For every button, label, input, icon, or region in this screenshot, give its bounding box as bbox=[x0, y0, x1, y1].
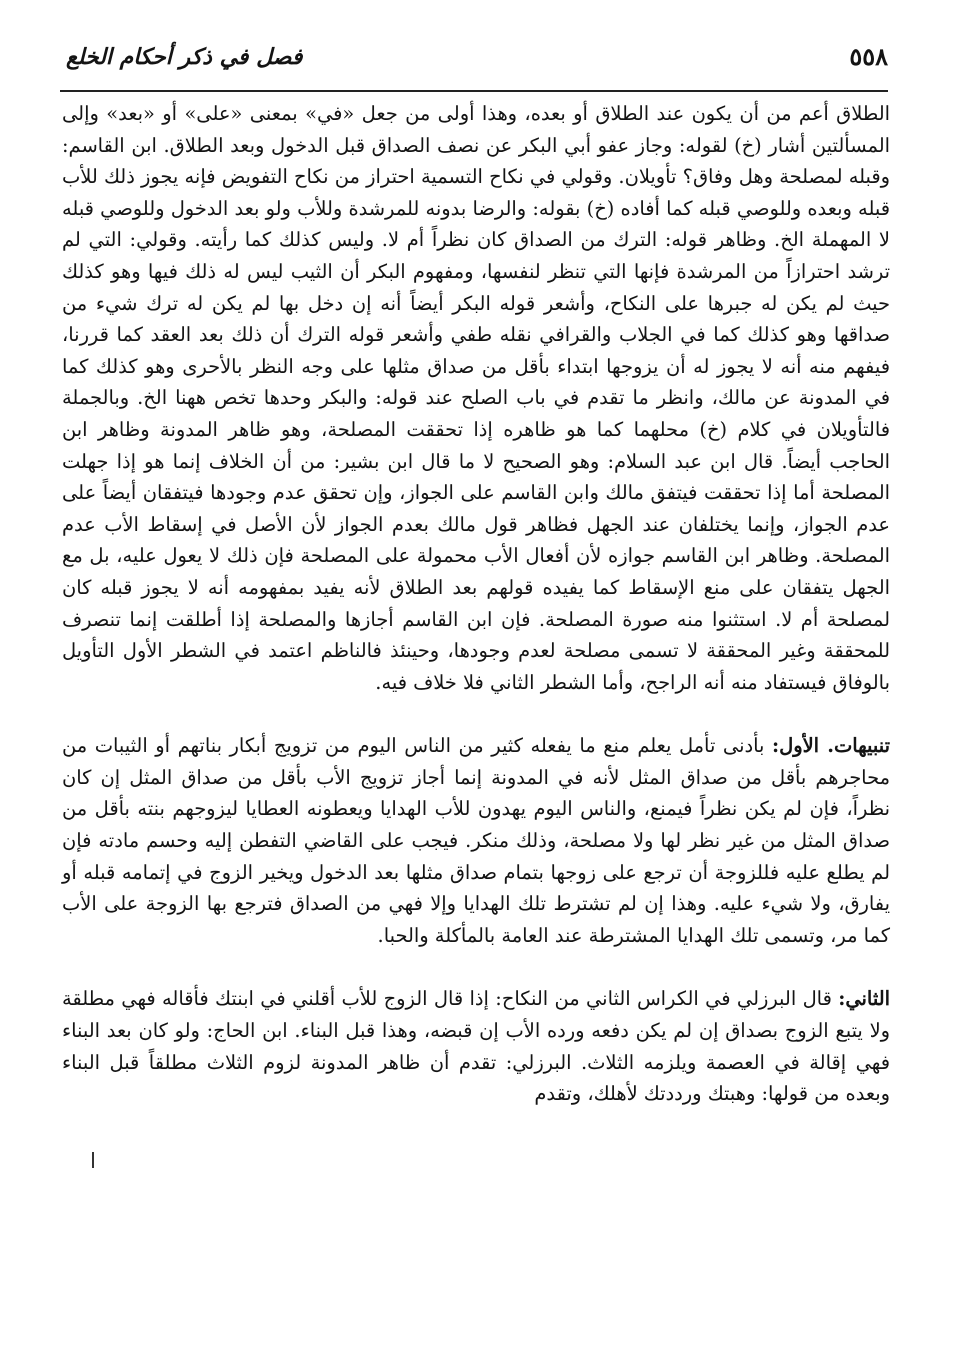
paragraph-notes-first bbox=[62, 730, 890, 951]
paragraph-main bbox=[62, 98, 890, 698]
paragraph-text: بأدنى تأمل يعلم منع ما يفعله كثير من الناس اليوم من تزويج أبكار بناتهم أو الثيبات من محاجرهم بأقل من صداق المثل لأنه في المدونة إنما أجاز تزويج الأب بأقل من صداق المثل إن كان نظراً، فإن لم يكن نظراً فيمنع، والناس اليوم يهدون للأب الهدايا ويعطونه العطايا ليزوجهم بنته بأقل من صداق المثل من غير نظر لها ولا مصلحة، وذلك منكر. فيجب على القاضي التفطن إليه وحسم مادته فإن لم يطلع عليه فللزوجة أن ترجع على زوجها بتمام صداق مثلها بعد الدخول ويخير الزوج في إتمامه قبله أو يفارق، ولا شيء عليه. وهذا إن لم تشترط تلك الهدايا وإلا فهي من الصداق فترجع بها الزوجة على الأب كما مر، وتسمى تلك الهدايا المشترطة عند العامة بالمأكلة والحبا. bbox=[62, 734, 890, 947]
paragraph-text: قال البرزلي في الكراس الثاني من النكاح: إذا قال الزوج للأب أقلني في ابنتك فأقاله فهي مطلقة ولا يتبع الزوج بصداق إن لم يكن دفعه ورده الأب إن قبضه، وهذا قبل البناء. ابن الحاج: ولو كان بعد البناء فهي إقالة في العصمة ويلزمه الثلاث. البرزلي: تقدم أن ظاهر المدونة لزوم الثلاث مطلقاً قبل البناء وبعده من قولها: وهبتك ورددتك لأهلك، وتقدم bbox=[62, 987, 890, 1106]
page-number: ٥٥٨ bbox=[849, 42, 888, 71]
body-text bbox=[62, 98, 890, 1110]
section-heading: الثاني: bbox=[838, 987, 890, 1011]
margin-mark bbox=[92, 1152, 94, 1168]
page-header bbox=[60, 38, 888, 92]
section-heading: تنبيهات. الأول: bbox=[772, 734, 891, 758]
running-title: فصل في ذكر أحكام الخلع bbox=[66, 44, 303, 70]
paragraph-text: الطلاق أعم من أن يكون عند الطلاق أو بعده، وهذا أولى من جعل «في» بمعنى «على» أو «بعد» وإلى المسألتين أشار (خ) لقوله: وجاز عفو أبي البكر عن نصف الصداق قبل الدخول وبعد الطلاق. ابن القاسم: وقبله لمصلحة وهل وفاق؟ تأويلان. وقولي في نكاح التسمية احتراز من نكاح التفويض فإنه يجوز ذلك للأب قبله وبعده وللوصي قبله كما أفاده (خ) بقوله: والرضا بدونه للمرشدة وللأب ولو بعد الدخول وللوصي قبله لا المهملة الخ. وظاهر قوله: الترك من الصداق كان نظراً أم لا. وليس كذلك كما رأيته. وقولي: التي لم ترشد احترازاً من المرشدة فإنها التي تنظر لنفسها، ومفهوم البكر أن الثيب ليس له ذلك فيها وهو كذلك حيث لم يكن له جبرها على النكاح، وأشعر قوله البكر أيضاً أنه إن دخل بها لم يكن له ترك شيء من صداقها وهو كذلك كما في الجلاب والقرافي نقله طفي وأشعر قوله الترك أن ذلك بعد العقد كما قررنا، فيفهم منه أنه لا يجوز له أن يزوجها ابتداء بأقل من صداق مثلها على وجه النظر بالأحرى وهو كذلك كما في المدونة عن مالك، وانظر ما تقدم في باب الصلح عند قوله: والبكر وحدها تخص ههنا الخ. وبالجملة فالتأويلان في كلام (خ) محلهما كما هو ظاهره إذا تحققت المصلحة، وهو ظاهر المدونة وظاهر ابن الحاجب أيضاً. قال ابن عبد السلام: وهو الصحيح لا ما قال ابن بشير: من أن الخلاف إنما هو إذا جهلت المصلحة أما إذا تحققت فيتفق مالك وابن القاسم على الجواز، وإن تحقق عدم وجودها فيتفقان أيضاً على عدم الجواز، وإنما يختلفان عند الجهل فظاهر قول مالك بعدم الجواز لأن الأصل في إسقاط الأب عدم المصلحة. وظاهر ابن القاسم جوازه لأن أفعال الأب محمولة على المصلحة فإن ذلك لا يعول عليه، بل مع الجهل يتفقان على منع الإسقاط كما يفيده قولهم بعد الطلاق لأنه يفيد بمفهومه أنه لا يجوز قبله كان لمصلحة أم لا. استثنوا منه صورة المصلحة. فإن ابن القاسم أجازها والمصلحة إذا أطلقت إنما تنصرف للمحققة وغير المحققة لا تسمى مصلحة لعدم وجودها، وحينئذ فالناظم اعتمد في الشطر الأول التأويل بالوفاق فيستفاد منه أنه الراجح، وأما الشطر الثاني فلا خلاف فيه. bbox=[62, 102, 890, 694]
paragraph-notes-second bbox=[62, 983, 890, 1109]
